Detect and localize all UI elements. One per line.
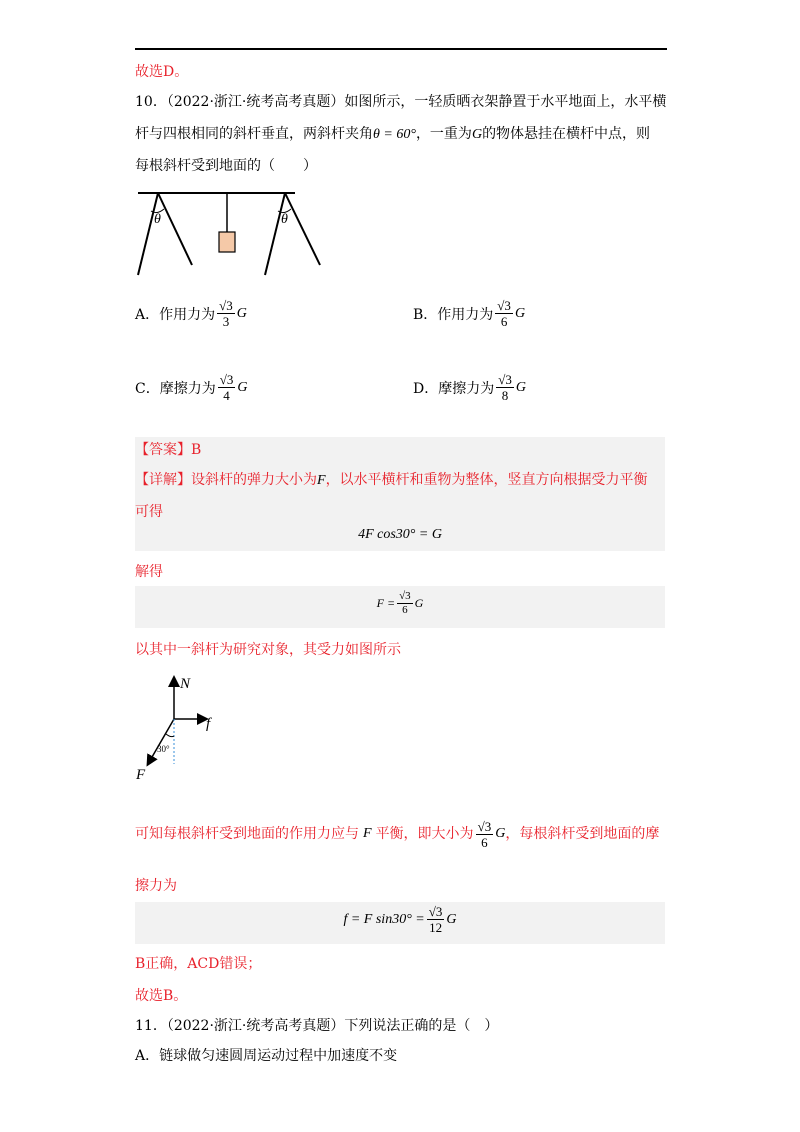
q11-line1: 11．（2022·浙江·统考高考真题）下列说法正确的是（ ） (135, 1018, 499, 1034)
conclusion-line (135, 808, 659, 860)
option-d-var: G (515, 379, 526, 395)
option-a (135, 298, 247, 329)
option-a-var: G (236, 305, 247, 321)
solve-label: 解得 (135, 564, 163, 580)
conclusion-F-symbol: F (363, 826, 372, 841)
right-leg-2 (285, 193, 320, 265)
final-answer-line: 故选B。 (135, 988, 188, 1004)
label-N: N (180, 676, 191, 692)
option-b-fraction: $\frac{√3}{6}$ (497, 298, 511, 329)
conclusion-part-3: ，每根斜杆受到地面的摩 (505, 826, 660, 842)
q10-line2-part-c: 的物体悬挂在横杆中点，则 (482, 126, 651, 142)
q10-line2-part-a: 杆与四根相同的斜杆垂直，两斜杆夹角 (135, 126, 373, 142)
theta-equation: θ = 60° (373, 127, 416, 142)
eq3-var: G (446, 911, 457, 927)
conclusion-fraction: $\frac{√3}{6}$ (477, 818, 492, 850)
conclusion-part-1: 可知每根斜杆受到地面的作用力应与 (135, 826, 359, 842)
detail-line1 (135, 470, 648, 491)
left-theta-label: θ (154, 212, 161, 227)
q10-line2 (135, 124, 650, 145)
equation-2 (135, 590, 665, 617)
option-b (413, 298, 525, 329)
detail-F-symbol: F (317, 473, 326, 488)
header-rule (135, 48, 667, 50)
study-object-line: 以其中一斜杆为研究对象，其受力如图所示 (135, 642, 401, 658)
option-c-fraction: $\frac{√3}{4}$ (219, 372, 234, 403)
option-a-label: A．作用力为 (135, 306, 216, 323)
equation-1: 4F cos30° = G (358, 527, 442, 542)
left-leg-2 (158, 193, 192, 265)
previous-answer: 故选D。 (135, 64, 189, 80)
label-F: F (136, 767, 146, 783)
eq3-fraction: $\frac{√3}{12}$ (428, 904, 443, 935)
left-leg-1 (138, 193, 158, 275)
detail-prefix: 【详解】 (135, 472, 191, 488)
option-a-fraction: $\frac{√3}{3}$ (219, 298, 233, 329)
label-angle: 30° (157, 744, 170, 754)
option-d (413, 372, 526, 403)
detail-text-1: 设斜杆的弹力大小为 (191, 472, 317, 488)
option-c (135, 372, 247, 403)
detail-text-2: ，以水平横杆和重物为整体，竖直方向根据受力平衡 (325, 472, 648, 488)
q11-option-a: A．链球做匀速圆周运动过程中加速度不变 (135, 1048, 398, 1064)
conclusion-part-2: 平衡，即大小为 (375, 826, 474, 842)
option-d-label: D．摩擦力为 (413, 380, 495, 397)
weight-symbol: G (471, 127, 483, 142)
eq2-fraction: $\frac{√3}{6}$ (399, 590, 411, 616)
detail-line2: 可得 (135, 504, 163, 520)
answer-label: 【答案】B (135, 442, 202, 458)
q10-line1: 10．（2022·浙江·统考高考真题）如图所示，一轻质晒衣架静置于水平地面上，水平横 (135, 94, 667, 110)
right-theta-label: θ (281, 212, 288, 227)
q10-line2-part-b: ，一重为 (415, 126, 472, 142)
force-diagram (130, 668, 230, 783)
conclusion-line2: 擦力为 (135, 878, 177, 894)
right-leg-1 (265, 193, 285, 275)
option-c-var: G (237, 379, 248, 395)
angle-arc (166, 734, 174, 737)
label-f: f (206, 716, 211, 732)
option-b-var: G (514, 305, 526, 321)
eq2-var: G (414, 596, 424, 610)
eq3-lhs: f = F sin30° = (343, 911, 425, 927)
option-c-label: C．摩擦力为 (135, 380, 216, 397)
conclusion-var: G (495, 826, 506, 841)
option-d-fraction: $\frac{√3}{8}$ (498, 372, 512, 403)
hanging-block (219, 232, 235, 252)
equation-3 (135, 904, 665, 935)
force-F-arrow (148, 719, 174, 764)
option-b-label: B．作用力为 (413, 306, 494, 323)
q10-line3: 每根斜杆受到地面的（ ） (135, 158, 317, 174)
judgement-line: B正确，ACD错误； (135, 956, 262, 972)
clothes-rack-figure (130, 185, 330, 280)
eq2-lhs: F = (376, 596, 396, 610)
